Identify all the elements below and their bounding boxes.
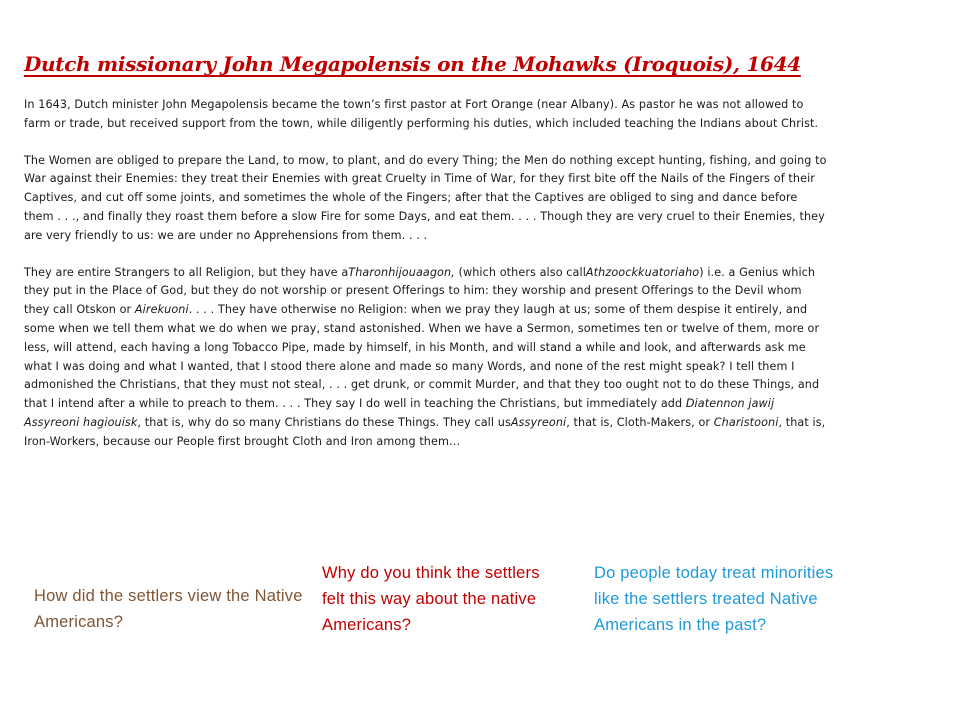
native-term: Athzoockkuatoriaho xyxy=(585,265,700,279)
question-settlers-view: How did the settlers view the Native Americans? xyxy=(34,587,303,631)
native-term: Tharonhijouaagon, xyxy=(348,265,455,279)
religion-text: , that is, Cloth-Makers, or xyxy=(566,415,714,429)
religion-text: They are entire Strangers to all Religion, but they have a xyxy=(24,265,349,279)
intro-paragraph: In 1643, Dutch minister John Megapolensis became the town’s first pastor at Fort Orange (near Albany). As pastor he was not allowed to farm or trade, but received support from the town, while diligently performing his duties, which included teaching the Indians about Christ. xyxy=(24,98,819,130)
religion-text: . . . . They have otherwise no Religion: when we pray they laugh at us; some of them despise it entirely, and some when we tell them what we do when we pray, stand astonished. When we have a Sermon, sometimes ten or twelve of them, more or less, will attend, each having a long Tobacco Pipe, made by himself, in his Month, and will stand a while and look, and afterwards ask me what I was doing and what I wanted, that I stood there alone and made so many Words, and none of the rest might speak? I tell them I admonished the Christians, that they must not steal, . . . get drunk, or commit Murder, and that they too ought not to do these Things, and that I intend after a while to preach to them. . . . They say I do well in teaching the Christians, but immediately add xyxy=(24,303,820,411)
question-why-settlers-felt: Why do you think the settlers felt this way about the native Americans? xyxy=(322,564,540,634)
native-term: Airekuoni xyxy=(134,303,189,317)
women-and-war-paragraph: The Women are obliged to prepare the Land, to mow, to plant, and do every Thing; the Men do nothing except hunting, fishing, and going to War against their Enemies: they treat their Enemies with great Cruelty in Time of War, for they first bite off the Nails of the Fingers of their Captives, and cut off some joints, and sometimes the whole of the Fingers; after that the Captives are obliged to sing and dance before them . . ., and finally they roast them before a slow Fire for some Days, and eat them. . . . Though they are very cruel to their Enemies, they are very friendly to us: we are under no Apprehensions from them. . . . xyxy=(24,153,827,242)
page-title: Dutch missionary John Megapolensis on the Mohawks (Iroquois), 1644 xyxy=(24,52,801,76)
question-minorities-today: Do people today treat minorities like the settlers treated Native Americans in the past? xyxy=(594,564,834,634)
religion-text: ) i.e. a Genius which they put in the Place of God, but they do not worship or present Offerings to him: they worship and present Offerings to the Devil whom they call Otskon or xyxy=(24,265,816,317)
religion-text: (which others also call xyxy=(454,265,586,279)
native-term: Assyreoni xyxy=(510,415,567,429)
religion-text: , that is, Iron-Workers, because our People first brought Cloth and Iron among them… xyxy=(24,415,826,448)
religion-paragraph xyxy=(24,264,830,452)
native-term: Diatennon jawij Assyreoni hagiouisk xyxy=(24,397,775,429)
native-term: Charistooni xyxy=(713,415,779,429)
religion-text: , that is, why do so many Christians do these Things. They call us xyxy=(137,415,511,429)
source-excerpt xyxy=(24,96,830,470)
